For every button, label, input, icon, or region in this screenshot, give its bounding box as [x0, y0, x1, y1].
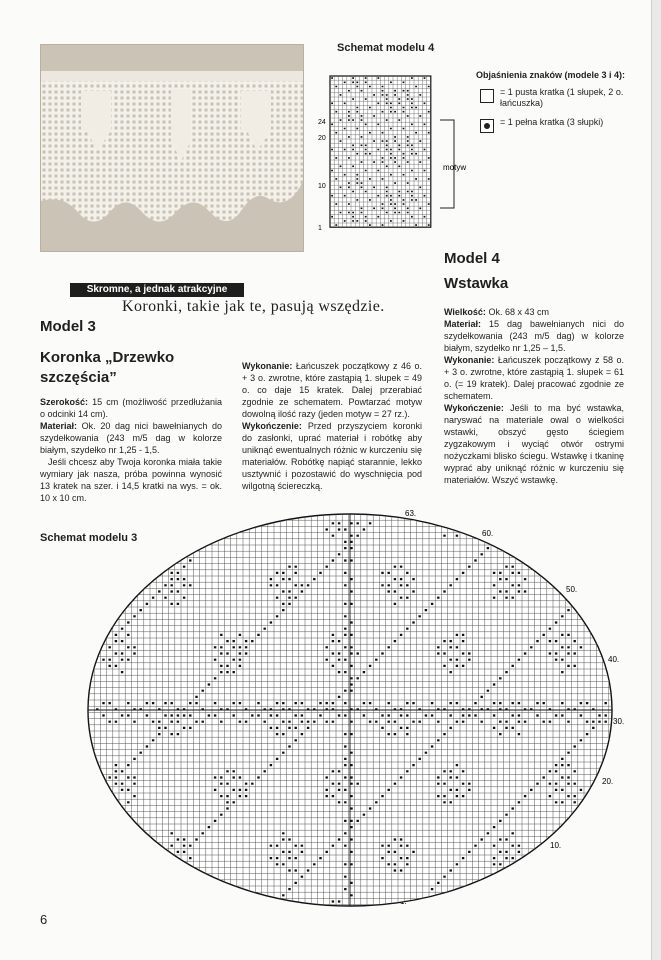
- model3-subtitle-line1: Koronka „Drzewko: [40, 349, 175, 366]
- wykonczenie3-label: Wykończenie:: [242, 421, 302, 431]
- model4-wielkosc: [444, 306, 624, 318]
- page-number: 6: [40, 912, 48, 927]
- model4-title: Model 4: [444, 250, 500, 267]
- tagline: Koronki, takie jak te, pasują wszędzie.: [122, 298, 385, 315]
- chart3-label-40: 40.: [608, 655, 620, 664]
- model4-wykonanie: [444, 354, 624, 402]
- wykonanie3-label: Wykonanie:: [242, 361, 293, 371]
- wykonczenie4-value: Jeśli to ma być wstawka, naryswać na materiale owal o wielkości wstawki, obszyć gęsto ściegiem zygzakowym i wyciąć otwór ostrymi nożyczkami blisko ściegu. Wstawkę i tkaninę wyprać aby uniknąć różnic w kurczeniu się materiałów. Wszyć wstawkę.: [444, 403, 624, 485]
- wykonanie4-label: Wykonanie:: [444, 355, 495, 365]
- material3-value: Ok. 20 dag nici bawełnianych do szydełkowania (243 m/5 dag w kolorze białym, szydełko nr 1,25 - 1,5.: [40, 421, 222, 455]
- model3-subtitle: [40, 348, 174, 388]
- chart3-label-30: 30.: [613, 717, 625, 726]
- material4-label: Materiał:: [444, 319, 482, 329]
- model3-material: [40, 420, 222, 456]
- chart3-label-60: 60.: [482, 529, 494, 538]
- lace-photo: [40, 44, 304, 252]
- legend-item2-text: = 1 pełna kratka (3 słupki): [500, 117, 604, 127]
- chart3-label-10: 10.: [550, 841, 562, 850]
- legend-item1-text: = 1 pusta kratka (1 słupek, 2 o. łańcuszka): [500, 87, 624, 108]
- banner: Skromne, a jednak atrakcyjne: [70, 283, 244, 297]
- empty-square-icon: [480, 89, 494, 103]
- chart4-label-1: 1: [318, 225, 322, 232]
- szerokosc-value: 15 cm (możliwość przedłużania o odcinki 14 cm).: [40, 397, 222, 419]
- legend-item-empty: [476, 87, 646, 111]
- model3-title: Model 3: [40, 318, 96, 335]
- material4-value: 15 dag bawełnianych nici do szydełkowania (243 m/5 dag) w kolorze białym, szydełko nr 1,25 – 1,5.: [444, 319, 624, 353]
- legend-title: Objaśnienia znaków (modele 3 i 4):: [476, 70, 626, 80]
- chart4-label-24: 24: [318, 119, 326, 126]
- wielkosc-value: Ok. 68 x 43 cm: [485, 307, 549, 317]
- model4-material: [444, 318, 624, 354]
- model4-wykonczenie: [444, 402, 624, 486]
- material3-label: Materiał:: [40, 421, 78, 431]
- chart4-label-20: 20: [318, 135, 326, 142]
- chart3-label-63: 63.: [405, 509, 417, 518]
- chart4-label-10: 10: [318, 183, 326, 190]
- lace-photo-image: [41, 71, 303, 231]
- page-edge: [651, 0, 661, 960]
- model3-wykonanie: [242, 360, 422, 420]
- wykonczenie4-label: Wykończenie:: [444, 403, 504, 413]
- model4-subtitle: Wstawka: [444, 275, 509, 292]
- wykonanie3-value: Łańcuszek początkowy z 46 o. + 3 o. zwrotne, które zastąpią 1. słupek = 49 o. co daje 15 kratek. Dalej przerabiać zgodnie ze schematem. Powtarzać motyw dowolną ilość razy (jeden motyw = 27 rz.).: [242, 361, 422, 419]
- model3-wykonczenie: [242, 420, 422, 492]
- filled-square-icon: [480, 119, 494, 133]
- chart3-grid: [88, 514, 612, 906]
- legend: [476, 70, 646, 141]
- model3-szerokosc: [40, 396, 222, 420]
- wielkosc-label: Wielkość:: [444, 307, 486, 317]
- schemat4-chart: [312, 64, 472, 236]
- schemat3-chart: [60, 500, 626, 910]
- wykonanie4-value: Łańcuszek początkowy z 58 o. + 3 o. zwrotne, które zastąpią 1. słupek = 61 o. (= 19 kratek). Dalej pracować zgodnie ze schematem.: [444, 355, 624, 401]
- szerokosc-label: Szerokość:: [40, 397, 89, 407]
- chart3-label-20: 20.: [602, 777, 614, 786]
- model3-subtitle-line2: szczęścia”: [40, 369, 117, 386]
- chart4-motyw: motyw: [443, 163, 467, 172]
- model3-col2: [242, 360, 422, 492]
- model3-col1: [40, 396, 222, 504]
- model4-text: [444, 306, 624, 486]
- schemat3-title: Schemat modelu 3: [40, 532, 138, 544]
- chart3-label-50: 50.: [566, 585, 578, 594]
- wykonczenie3-value: Przed przyszyciem koronki do zasłonki, uprać materiał i robótkę aby uniknąć ewentualnych różnic w kurczeniu się materiałów. Robótkę napiąć starannie, lekko usztywnić i pozostawić do wyschnięcia pod wilgotną ściereczką.: [242, 421, 422, 491]
- chart4-grid: [330, 76, 431, 227]
- schemat4-title: Schemat modelu 4: [337, 42, 435, 54]
- model3-probka: Jeśli chcesz aby Twoja koronka miała takie wymiary jak nasza, próba powinna wynosić 13 kratek na szer. i 14,5 kratki na wys. = ok. 10 x 10 cm.: [40, 457, 222, 503]
- legend-item-full: [476, 117, 646, 141]
